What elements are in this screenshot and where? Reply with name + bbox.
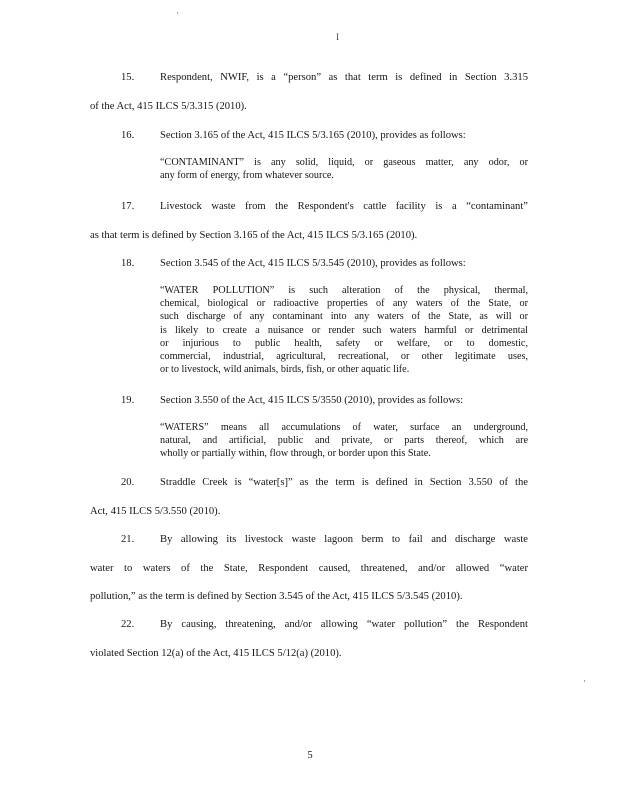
paragraph-number: 22. [121,619,135,630]
paragraph-line: violated Section 12(a) of the Act, 415 ILCS 5/12(a) (2010). [90,648,342,659]
paragraph-number: 16. [121,130,135,141]
paragraph-line: Section 3.165 of the Act, 415 ILCS 5/3.165 (2010), provides as follows: [160,130,466,141]
quote-line: “CONTAMINANT” is any solid, liquid, or gaseous matter, any odor, or [160,157,528,168]
paragraph-line: Respondent, NWIF, is a “person” as that term is defined in Section 3.315 [160,72,528,83]
paragraph-number: 15. [121,72,135,83]
quote-line: “WATERS” means all accumulations of water, surface an underground, [160,422,528,433]
quote-line: wholly or partially within, flow through, or border upon this State. [160,448,431,460]
quote-line: chemical, biological or radioactive properties of any waters of the State, or [160,298,528,310]
paragraph-line: of the Act, 415 ILCS 5/3.315 (2010). [90,101,247,112]
quote-line: commercial, industrial, agricultural, recreational, or other legitimate uses, [160,351,528,363]
block-quote [160,284,528,376]
paragraph-number: 18. [121,258,135,269]
paragraph-line: Straddle Creek is “water[s]” as the term is defined in Section 3.550 of the [160,477,528,488]
paragraph-line: By causing, threatening, and/or allowing “water pollution” the Respondent [160,619,528,630]
paragraph-number: 20. [121,477,135,488]
paragraph-line: water to waters of the State, Respondent caused, threatened, and/or allowed “water [90,563,528,574]
quote-line: or to livestock, wild animals, birds, fish, or other aquatic life. [160,364,410,376]
paragraph-line: Section 3.545 of the Act, 415 ILCS 5/3.545 (2010), provides as follows: [160,258,466,269]
quote-line: “WATER POLLUTION” is such alteration of the physical, thermal, [160,285,528,296]
block-quote [160,156,528,182]
scan-speck: · [583,676,586,686]
paragraph-line: as that term is defined by Section 3.165 of the Act, 415 ILCS 5/3.165 (2010). [90,230,418,241]
paragraph-line: pollution,” as the term is defined by Section 3.545 of the Act, 415 ILCS 5/3.545 (2010). [90,591,463,602]
paragraph-line: Act, 415 ILCS 5/3.550 (2010). [90,506,221,517]
scan-speck: · [176,8,179,18]
page-number: 5 [307,750,313,761]
quote-line: or injurious to public health, safety or welfare, or to domestic, [160,337,528,349]
quote-line: is likely to create a nuisance or render such waters harmful or detrimental [160,324,528,336]
paragraph-number: 17. [121,201,135,212]
paragraph-line: Section 3.550 of the Act, 415 ILCS 5/3550 (2010), provides as follows: [160,395,464,406]
paragraph-number: 21. [121,534,135,545]
paragraph-line: Livestock waste from the Respondent's cattle facility is a “contaminant” [160,201,528,212]
quote-line: such discharge of any contaminant into any waters of the State, as will or [160,311,528,323]
header-mark: I [336,32,339,42]
block-quote [160,421,528,461]
paragraph-number: 19. [121,395,135,406]
quote-line: any form of energy, from whatever source. [160,170,334,182]
quote-line: natural, and artificial, public and private, or parts thereof, which are [160,435,528,447]
paragraph-line: By allowing its livestock waste lagoon berm to fail and discharge waste [160,534,528,545]
